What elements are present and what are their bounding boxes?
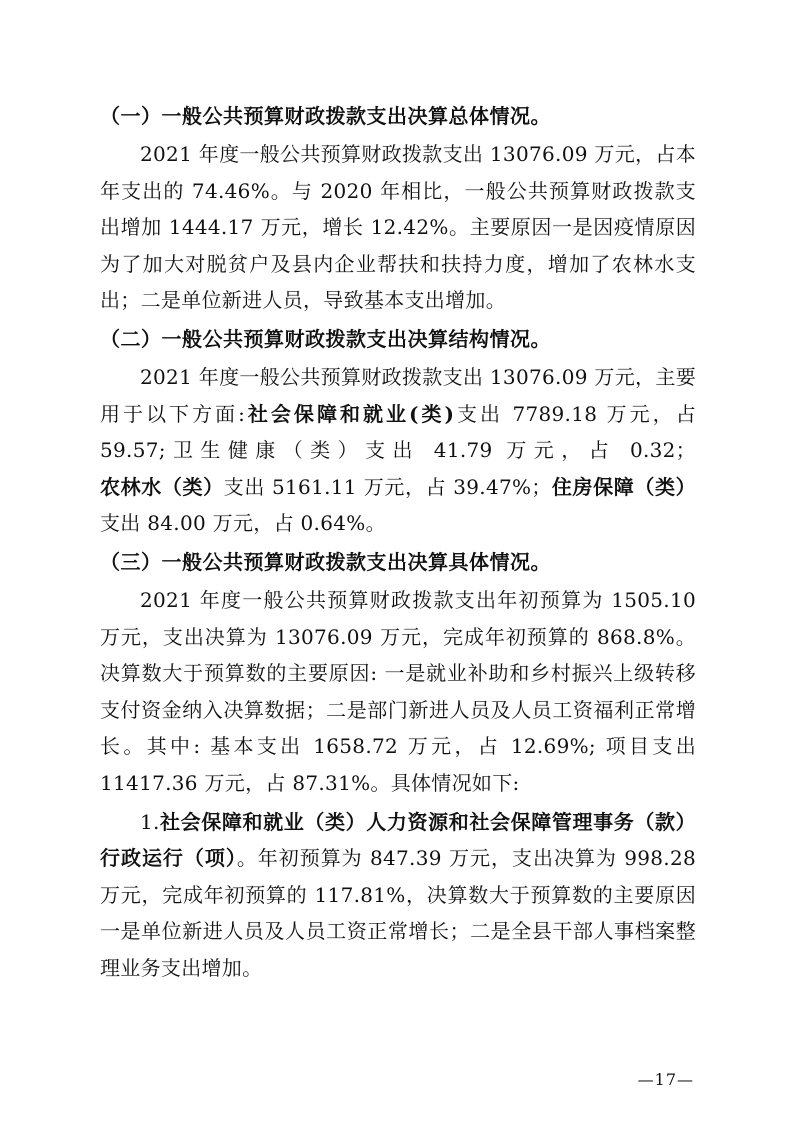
document-page	[100, 98, 696, 988]
section-3-heading: （三）一般公共预算财政拨款支出决算具体情况。	[100, 549, 551, 574]
item-1-label: 社会保障和就业（类）人力资源和社会保障管理事务（款）行政运行（项）	[100, 809, 696, 871]
section-3-body: 2021 年度一般公共预算财政拨款支出年初预算为 1505.10 万元，支出决算为 13076.09 万元，完成年初预算的 868.8%。决算数大于预算数的主要原因: 一是就业补助和乡村振兴上级转移支付资金纳入决算数据；二是部门新进人员及人员工资福利正常增长。其中: 基本支出 1658.72 万元，占 12.69%; 项目支出 11417.36 万元，占 87.31%。具体情况如下:	[100, 587, 696, 795]
item-1-number: 1.	[140, 809, 160, 834]
category-social-security-label: 社会保障和就业(类)	[245, 401, 455, 426]
section-1-heading: （一）一般公共预算财政拨款支出决算总体情况。	[100, 104, 551, 128]
category-social-security-text: 支出 7789.18 万元，占 59.57;	[100, 401, 696, 463]
section-1-body: 2021 年度一般公共预算财政拨款支出 13076.09 万元，占本年支出的 74.46%。与 2020 年相比，一般公共预算财政拨款支出增加 1444.17 万元，增长 12.42%。主要原因一是因疫情原因为了加大对脱贫户及县内企业帮扶和扶持力度，增加了农林水支出；二是单位新进人员，导致基本支出增加。	[100, 142, 696, 313]
category-housing-text: 支出 84.00 万元，占 0.64%。	[100, 511, 386, 536]
category-agriculture-text: 支出 5161.11 万元，占 39.47%；	[223, 474, 552, 499]
category-housing-label: 住房保障（类）	[551, 474, 696, 499]
section-2-body	[100, 359, 696, 542]
section-2-intro: 2021 年度一般公共预算财政拨款支出 13076.09 万元，主要用于以下方面:	[100, 364, 696, 426]
item-1-body: 。年初预算为 847.39 万元，支出决算为 998.28 万元，完成年初预算的 117.81%，决算数大于预算数的主要原因一是单位新进人员及人员工资正常增长；二是全县干部人事档案整理业务支出增加。	[100, 846, 696, 980]
page-number: —17—	[637, 1070, 694, 1089]
category-agriculture-label: 农林水（类）	[100, 474, 224, 499]
item-1-paragraph	[100, 804, 696, 987]
category-health-text: 卫生健康（类）支出 41.79 万元，占 0.32；	[165, 438, 696, 463]
section-2-heading: （二）一般公共预算财政拨款支出决算结构情况。	[100, 326, 551, 351]
